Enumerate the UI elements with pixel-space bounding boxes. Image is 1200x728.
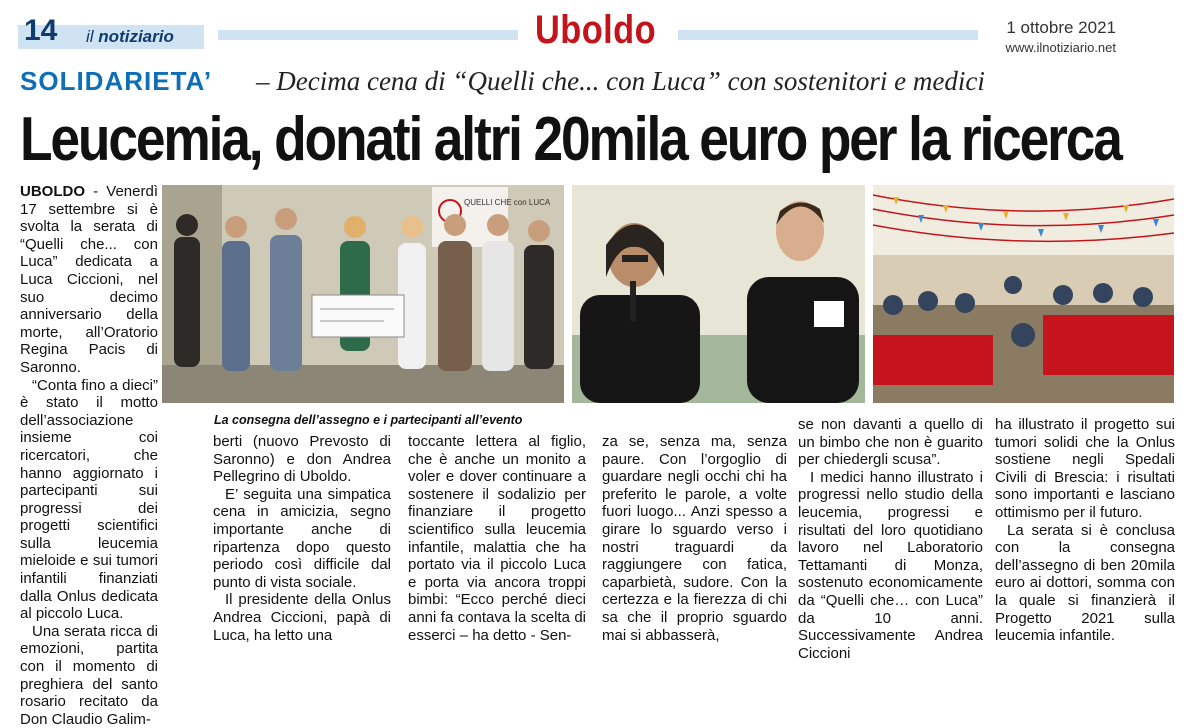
paragraph: E’ seguita una simpatica cena in amicizia, segno importante anche di ripartenza dopo questo periodo così difficile dal punto di vista sociale. — [213, 485, 391, 591]
paragraph: La serata si è conclusa con la consegna dell’assegno di ben 20mila euro ai dottori, somma con la quale si finanzierà il Progetto 2021 sulla leucemia infantile. — [995, 521, 1175, 645]
article-column-1 — [20, 183, 158, 728]
paragraph: za se, senza ma, senza paure. Con l’orgoglio di guardare negli occhi chi ha preferito le parole, a volte fuori luogo... Anzi spesso a girare lo sguardo verso i nostri traguardi da raggiungere con fatica, caparbietà, sudore. Con la certezza e la fierezza di chi sa che il proprio sguardo mai si abbasserà, — [602, 433, 787, 644]
paragraph: toccante lettera al figlio, che è anche un monito a voler e dover continuare a sostenere il sodalizio per finanziare il progetto scientifico sulla leucemia infantile, malattia che ha portato via il piccolo Luca e porta via ancora troppi bimbi: “Ecco perché dieci anni fa contava la scelta di esserci – ha detto - Sen- — [408, 433, 586, 644]
paragraph: se non davanti a quello di un bimbo che non è guarito per chiedergli scusa”. — [798, 416, 983, 469]
dateline: UBOLDO — [20, 183, 85, 200]
photo-dinner-hall — [873, 185, 1174, 403]
page-number: 14 — [24, 14, 58, 47]
paper-title: notiziario — [98, 27, 174, 46]
header-rule-right — [678, 30, 978, 40]
paragraph: berti (nuovo Prevosto di Saronno) e don Andrea Pellegrino di Uboldo. — [213, 433, 391, 486]
paragraph: Il presidente della Onlus Andrea Ciccioni, papà di Luca, ha letto una — [213, 591, 391, 644]
paragraph-text: - Venerdì 17 settembre si è svolta la serata di “Quelli che... con Luca” dedicata a Luca Ciccioni, nel suo decimo anniversario della morte, all’Oratorio Regina Pacis di Saronno. — [20, 183, 158, 376]
article-column-4 — [602, 433, 787, 644]
website-link[interactable]: www.ilnotiziario.net — [1005, 40, 1116, 55]
article-column-2 — [213, 433, 391, 644]
kicker-subtitle: – Decima cena di “Quelli che... con Luca” con sostenitori e medici — [256, 66, 985, 96]
paper-prefix: il — [86, 27, 94, 46]
paragraph: Una serata ricca di emozioni, partita con il momento di preghiera del santo rosario recitato da Don Claudio Galim- — [20, 622, 158, 728]
paper-name — [86, 27, 174, 47]
paragraph: ha illustrato il progetto sui tumori solidi che la Onlus sostiene negli Spedali Civili di Brescia: i risultati sono importanti e lasciano ottimismo per il futuro. — [995, 416, 1175, 521]
section-town: Uboldo — [535, 8, 657, 52]
headline: Leucemia, donati altri 20mila euro per la ricerca — [20, 105, 1121, 174]
kicker: SOLIDARIETA’ — [20, 66, 213, 96]
header-rule-left — [218, 30, 518, 40]
photo-speakers — [572, 185, 865, 403]
article-column-3 — [408, 433, 586, 644]
photo-cheque-group — [162, 185, 564, 403]
photo-caption: La consegna dell’assegno e i partecipanti all’evento — [214, 413, 523, 427]
paragraph: I medici hanno illustrato i progressi nello studio della leucemia, progressi e risultati del loro quotidiano lavoro nel Laboratorio Tettamanti di Monza, sostenuto economicamente da “Quelli che… con Luca” da 10 anni. Successivamente Andrea Ciccioni — [798, 468, 983, 662]
paragraph: “Conta fino a dieci” è stato il motto dell’associazione insieme coi ricercatori, che hanno aggiornato i partecipanti sui progressi dei progetti scientifici sulla leucemia mieloide e sui tumori infantili finanziati dalla Onlus dedicata al piccolo Luca. — [20, 376, 158, 623]
paragraph — [20, 183, 158, 377]
article-column-5 — [798, 416, 983, 662]
issue-date: 1 ottobre 2021 — [1006, 18, 1116, 37]
photo-sign-text: QUELLI CHE con LUCA — [464, 198, 551, 207]
article-column-6 — [995, 416, 1175, 645]
